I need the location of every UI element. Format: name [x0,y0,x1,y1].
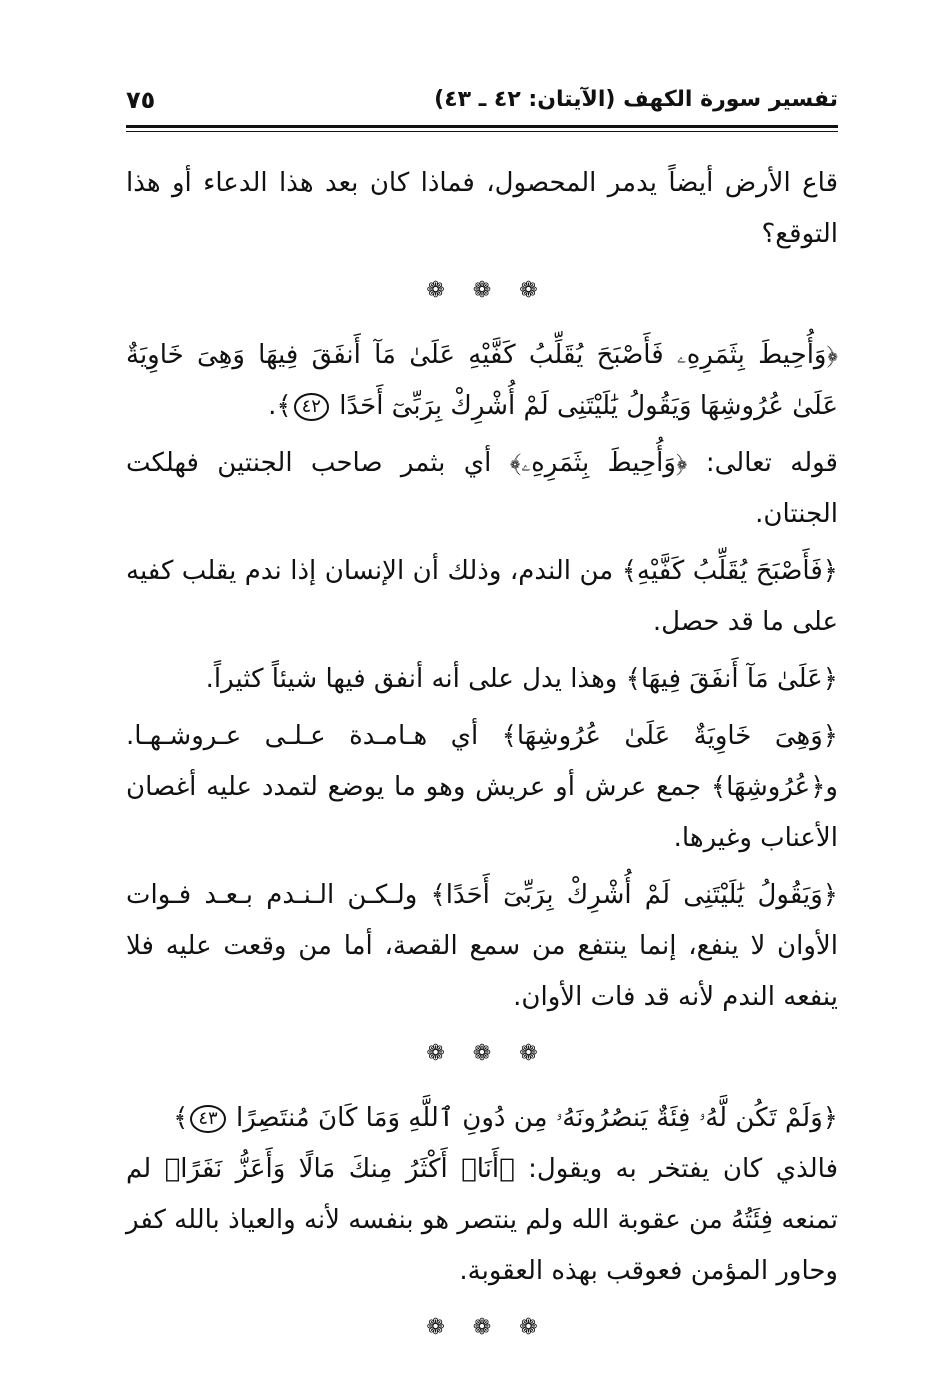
paragraph-3: ﴿فَأَصْبَحَ يُقَلِّبُ كَفَّيْهِ﴾ من الندم، وذلك أن الإنسان إذا ندم يقلب كفيه على ما قد حصل. [126,556,838,637]
ornament-icon: ❁ [426,1041,445,1066]
page-number: ٧٥ [126,86,156,114]
paragraph-2: قوله تعالى: ﴿وَأُحِيطَ بِثَمَرِهِۦ﴾ أي بثمر صاحب الجنتين فهلكت الجنتان. [126,448,838,529]
section-separator-1 [126,260,838,330]
ornament-icon: ❁ [519,1041,538,1066]
ornament-icon: ❁ [426,278,445,303]
paragraph-6: ﴿وَيَقُولُ يَٰلَيْتَنِى لَمْ أُشْرِكْ بِرَبِّىٓ أَحَدًا﴾ ولـكـن الـنـدم بـعـد فـوات الأوان لا ينفع، إنما ينتفع من سمع القصة، أما من وقعت عليه فلا ينفعه الندم لأنه قد فات الأوان. [126,880,838,1012]
verse-43 [126,1093,838,1144]
paragraph-4: ﴿عَلَىٰ مَآ أَنفَقَ فِيهَا﴾ وهذا يدل على أنه أنفق فيها شيئاً كثيراً. [205,664,838,694]
verse-43-text: ﴿وَلَمْ تَكُن لَّهُۥ فِئَةٌ يَنصُرُونَهُۥ مِن دُونِ ٱللَّهِ وَمَا كَانَ مُنتَصِرًا [235,1103,838,1133]
verse-42-close: ﴾. [268,391,292,421]
page-body [126,158,838,1367]
ornament-icon: ❁ [519,1315,538,1340]
paragraph-1: قاع الأرض أيضاً يدمر المحصول، فماذا كان بعد هذا الدعاء أو هذا التوقع؟ [126,168,838,249]
paragraph-5: ﴿وَهِىَ خَاوِيَةٌ عَلَىٰ عُرُوشِهَا﴾ أي هـامـدة عـلـى عـروشـهـا. و﴿عُرُوشِهَا﴾ جمع عرش أو عريش وهو ما يوضع لتمدد عليه أغصان الأعناب وغيرها. [126,721,838,853]
ornament-icon: ❁ [472,1315,492,1340]
paragraph-7: فالذي كان يفتخر به ويقول: ﴿أَنَا۠ أَكْثَرُ مِنكَ مَالًا وَأَعَزُّ نَفَرًا﴾ لم تمنعه فِئَتُهُ من عقوبة الله ولم ينتصر هو بنفسه لأنه والعياذ بالله كفر وحاور المؤمن فعوقب بهذه العقوبة. [126,1154,838,1286]
header-rule-thick [126,125,838,128]
ayah-number-42: ٤٢ [294,393,329,421]
verse-42-text: ﴿وَأُحِيطَ بِثَمَرِهِۦ فَأَصْبَحَ يُقَلِّبُ كَفَّيْهِ عَلَىٰ مَآ أَنفَقَ فِيهَا وَهِىَ خَاوِيَةٌ عَلَىٰ عُرُوشِهَا وَيَقُولُ يَٰلَيْتَنِى لَمْ أُشْرِكْ بِرَبِّىٓ أَحَدًا [126,340,838,421]
header-title: تفسير سورة الكهف (الآيتان: ٤٢ ـ ٤٣) [434,87,838,112]
section-separator-2 [126,1023,838,1093]
ornament-icon: ❁ [426,1315,445,1340]
verse-43-close: ﴾ [173,1103,189,1133]
verse-42 [126,330,838,432]
ornament-icon: ❁ [472,1041,492,1066]
ornament-icon: ❁ [472,278,492,303]
section-separator-3 [126,1297,838,1367]
running-header [126,84,838,116]
header-rule-thin [126,131,838,132]
ayah-number-43: ٤٣ [190,1105,225,1133]
ornament-icon: ❁ [519,278,538,303]
